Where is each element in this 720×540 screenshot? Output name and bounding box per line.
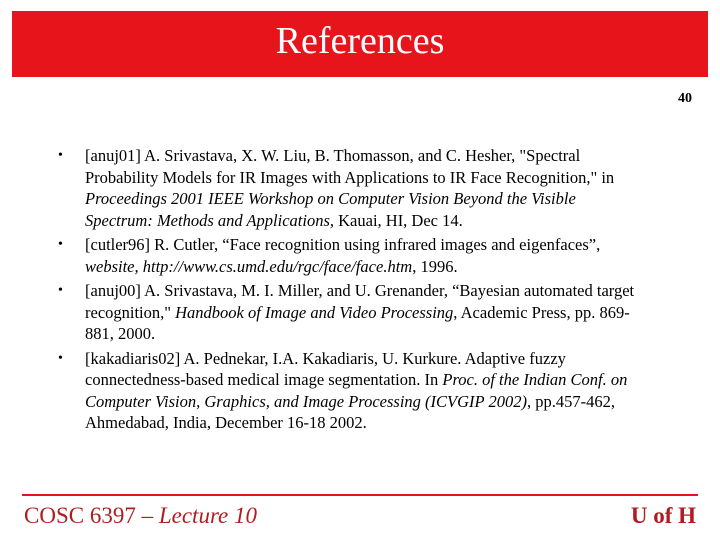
reference-item (58, 234, 638, 277)
footer-divider (22, 494, 698, 496)
reference-text (85, 281, 634, 343)
footer-course-prefix: COSC 6397 – (24, 503, 159, 528)
reference-item (58, 145, 638, 231)
reference-text (85, 146, 614, 230)
reference-italic-run: Proceedings 2001 IEEE Workshop on Computer Vision Beyond the Visible Spectrum: Methods and Applications, (85, 189, 576, 230)
reference-run: , pp.457-462, Ahmedabad, India, December 16-18 2002. (85, 391, 615, 432)
footer-lecture: Lecture 10 (158, 503, 257, 528)
footer-course (24, 503, 257, 529)
reference-text (85, 349, 627, 433)
reference-italic-run: Proc. of the Indian Conf. on Computer Vision, Graphics, and Image Processing (ICVGIP 2002) (85, 370, 628, 411)
bullet: • (58, 350, 63, 366)
reference-run: , Academic Press, pp. 869-881, 2000. (85, 302, 630, 343)
reference-run: Kauai, HI, Dec 14. (334, 210, 463, 230)
reference-run: [anuj01] A. Srivastava, X. W. Liu, B. Thomasson, and C. Hesher, "Spectral Probability Models for IR Images with Applications to IR Face Recognition," in (85, 146, 615, 187)
reference-item (58, 348, 638, 434)
reference-item (58, 280, 638, 345)
reference-run: [cutler96] R. Cutler, “Face recognition using infrared images and eigenfaces”, (85, 235, 601, 254)
title-bar (12, 11, 708, 77)
reference-italic-run: Handbook of Image and Video Processing (175, 302, 454, 322)
reference-list (58, 145, 638, 437)
reference-italic-run: website, http://www.cs.umd.edu/rgc/face/face.htm (85, 256, 413, 276)
reference-run: [anuj00] A. Srivastava, M. I. Miller, and U. Grenander, “Bayesian automated target recognition," (85, 281, 635, 322)
bullet: • (58, 148, 63, 163)
slide-title: References (275, 20, 445, 62)
reference-text (85, 235, 600, 276)
footer-institution: U of H (630, 503, 696, 528)
bullet: • (58, 237, 63, 252)
reference-run: , 1996. (412, 256, 458, 276)
page-number: 40 (678, 91, 692, 106)
bullet: • (58, 283, 63, 298)
reference-run: [kakadiaris02] A. Pednekar, I.A. Kakadiaris, U. Kurkure. Adaptive fuzzy connectedness-based medical image segmentation. In (85, 348, 566, 389)
